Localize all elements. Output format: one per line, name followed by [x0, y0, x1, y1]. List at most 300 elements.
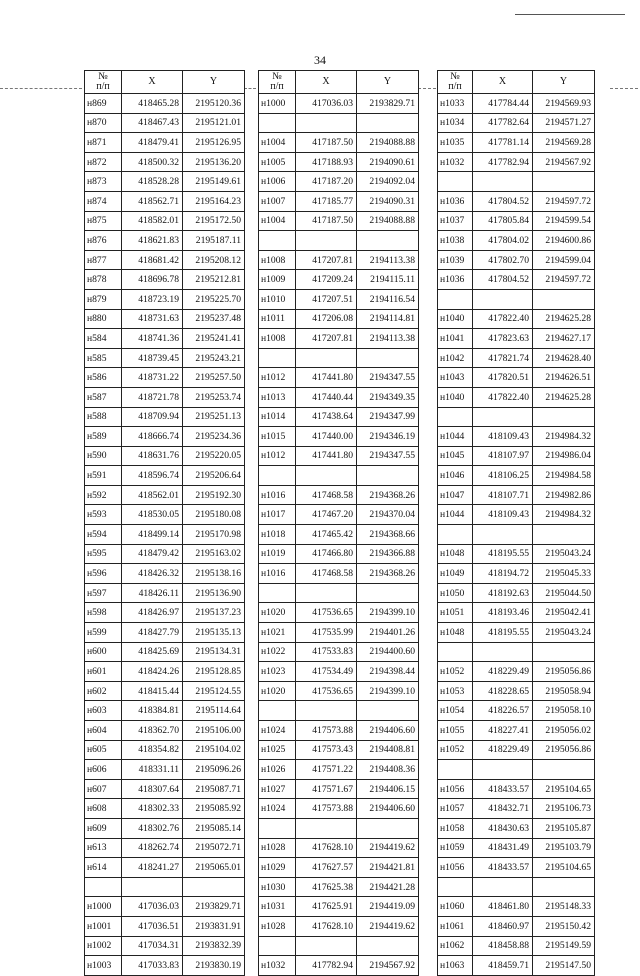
y-coordinate-cell: 2195212.81 [183, 270, 245, 290]
table-header-row [85, 71, 245, 94]
y-coordinate-cell: 2194113.38 [357, 250, 419, 270]
x-coordinate-cell: 417467.20 [296, 505, 357, 525]
divider-dash [610, 88, 638, 89]
x-coordinate-cell: 418426.97 [122, 603, 183, 623]
table-row [259, 818, 419, 838]
table-row [438, 407, 595, 427]
y-coordinate-cell [533, 289, 595, 309]
x-coordinate-cell: 418479.42 [122, 544, 183, 564]
point-number-cell: н1006 [259, 172, 296, 192]
table-row [85, 721, 245, 741]
point-number-cell: н600 [85, 642, 122, 662]
x-coordinate-cell: 418195.55 [473, 623, 533, 643]
table-row [85, 250, 245, 270]
table-row [259, 779, 419, 799]
table-row [85, 94, 245, 114]
table-row [438, 544, 595, 564]
point-number-cell: н1032 [438, 152, 473, 172]
table-row [438, 191, 595, 211]
table-row [85, 407, 245, 427]
x-coordinate-cell: 417187.50 [296, 133, 357, 153]
y-coordinate-cell: 2194400.60 [357, 642, 419, 662]
y-coordinate-cell: 2195096.26 [183, 760, 245, 780]
y-coordinate-cell: 2195114.64 [183, 701, 245, 721]
point-number-cell: н1052 [438, 662, 473, 682]
table-row [259, 172, 419, 192]
y-coordinate-cell: 2195170.98 [183, 525, 245, 545]
x-coordinate-cell: 417784.44 [473, 94, 533, 114]
y-coordinate-cell: 2194346.19 [357, 427, 419, 447]
table-header-row [259, 71, 419, 94]
table-row [85, 936, 245, 956]
x-coordinate-cell: 417207.81 [296, 250, 357, 270]
x-coordinate-cell: 417625.38 [296, 877, 357, 897]
x-coordinate-cell: 417466.80 [296, 544, 357, 564]
table-row [438, 172, 595, 192]
x-coordinate-cell: 418431.49 [473, 838, 533, 858]
table-row [259, 740, 419, 760]
x-coordinate-cell: 417536.65 [296, 681, 357, 701]
x-coordinate-cell: 417802.70 [473, 250, 533, 270]
y-coordinate-cell: 2194599.54 [533, 211, 595, 231]
x-coordinate-cell: 418721.78 [122, 387, 183, 407]
y-coordinate-cell: 2195042.41 [533, 603, 595, 623]
table-row [259, 681, 419, 701]
x-coordinate-cell: 417821.74 [473, 348, 533, 368]
table-row [85, 583, 245, 603]
x-coordinate-cell: 417036.51 [122, 916, 183, 936]
y-coordinate-cell: 2194421.81 [357, 858, 419, 878]
x-coordinate-cell: 417536.65 [296, 603, 357, 623]
x-coordinate-cell: 418432.71 [473, 799, 533, 819]
y-coordinate-cell: 2195164.23 [183, 191, 245, 211]
point-number-cell: н1011 [259, 309, 296, 329]
table-row [85, 799, 245, 819]
y-coordinate-cell: 2194115.11 [357, 270, 419, 290]
point-number-cell: н587 [85, 387, 122, 407]
point-number-cell: н1004 [259, 211, 296, 231]
point-number-cell: н1036 [438, 270, 473, 290]
y-coordinate-cell: 2194368.26 [357, 564, 419, 584]
y-coordinate-cell: 2195124.55 [183, 681, 245, 701]
x-coordinate-cell: 418458.88 [473, 936, 533, 956]
table-row [438, 760, 595, 780]
table-row [438, 897, 595, 917]
point-number-cell: н1060 [438, 897, 473, 917]
y-coordinate-cell: 2195234.36 [183, 427, 245, 447]
y-coordinate-cell: 2194982.86 [533, 485, 595, 505]
x-coordinate-cell: 418427.79 [122, 623, 183, 643]
y-coordinate-cell: 2194984.58 [533, 466, 595, 486]
table-row [259, 877, 419, 897]
y-coordinate-cell: 2195208.12 [183, 250, 245, 270]
y-coordinate-cell [357, 113, 419, 133]
point-number-cell: н1062 [438, 936, 473, 956]
x-coordinate-cell: 418302.33 [122, 799, 183, 819]
table-row [438, 779, 595, 799]
x-coordinate-cell [296, 583, 357, 603]
point-number-cell: н1024 [259, 721, 296, 741]
table-row [259, 701, 419, 721]
point-number-cell: н1048 [438, 623, 473, 643]
y-coordinate-cell: 2195128.85 [183, 662, 245, 682]
x-coordinate-cell: 417465.42 [296, 525, 357, 545]
table-row [438, 623, 595, 643]
point-number-cell: н1007 [259, 191, 296, 211]
table-row [85, 760, 245, 780]
table-row [85, 818, 245, 838]
y-coordinate-cell: 2194088.88 [357, 133, 419, 153]
col-header-x: X [296, 71, 357, 94]
y-coordinate-cell: 2195163.02 [183, 544, 245, 564]
x-coordinate-cell [296, 818, 357, 838]
table-row [85, 505, 245, 525]
table-row [259, 721, 419, 741]
y-coordinate-cell [183, 877, 245, 897]
table-row [259, 270, 419, 290]
y-coordinate-cell: 2194421.28 [357, 877, 419, 897]
y-coordinate-cell: 2194399.10 [357, 681, 419, 701]
x-coordinate-cell: 418582.01 [122, 211, 183, 231]
x-coordinate-cell [296, 936, 357, 956]
x-coordinate-cell: 417628.10 [296, 916, 357, 936]
point-number-cell [438, 289, 473, 309]
point-number-cell [438, 642, 473, 662]
y-coordinate-cell: 2195192.30 [183, 485, 245, 505]
point-number-cell: н1029 [259, 858, 296, 878]
x-coordinate-cell: 417468.58 [296, 485, 357, 505]
point-number-cell: н1044 [438, 427, 473, 447]
table-row [259, 348, 419, 368]
y-coordinate-cell: 2195241.41 [183, 329, 245, 349]
point-number-cell: н1005 [259, 152, 296, 172]
point-number-cell: н590 [85, 446, 122, 466]
table-row [259, 231, 419, 251]
y-coordinate-cell [533, 642, 595, 662]
table-row [85, 270, 245, 290]
point-number-cell [259, 583, 296, 603]
y-coordinate-cell: 2194347.55 [357, 446, 419, 466]
y-coordinate-cell: 2194370.04 [357, 505, 419, 525]
point-number-cell: н1045 [438, 446, 473, 466]
y-coordinate-cell: 2194090.31 [357, 191, 419, 211]
point-number-cell: н1037 [438, 211, 473, 231]
table-row [85, 603, 245, 623]
table-row [85, 387, 245, 407]
table-row [85, 485, 245, 505]
x-coordinate-cell [296, 348, 357, 368]
x-coordinate-cell: 417535.99 [296, 623, 357, 643]
y-coordinate-cell: 2194984.32 [533, 505, 595, 525]
x-coordinate-cell: 418731.22 [122, 368, 183, 388]
col-header-y: Y [357, 71, 419, 94]
x-coordinate-cell: 418562.71 [122, 191, 183, 211]
point-number-cell: н1008 [259, 250, 296, 270]
x-coordinate-cell: 418229.49 [473, 662, 533, 682]
y-coordinate-cell: 2195043.24 [533, 623, 595, 643]
y-coordinate-cell: 2195134.31 [183, 642, 245, 662]
y-coordinate-cell: 2194368.66 [357, 525, 419, 545]
x-coordinate-cell: 418433.57 [473, 779, 533, 799]
x-coordinate-cell: 417185.77 [296, 191, 357, 211]
x-coordinate-cell: 417805.84 [473, 211, 533, 231]
y-coordinate-cell: 2195150.42 [533, 916, 595, 936]
x-coordinate-cell: 418426.32 [122, 564, 183, 584]
point-number-cell: н1042 [438, 348, 473, 368]
point-number-cell: н1024 [259, 799, 296, 819]
y-coordinate-cell: 2194347.55 [357, 368, 419, 388]
y-coordinate-cell: 2194113.38 [357, 329, 419, 349]
point-number-cell: н1049 [438, 564, 473, 584]
point-number-cell: н1056 [438, 779, 473, 799]
point-number-cell: н1028 [259, 916, 296, 936]
x-coordinate-cell: 418467.43 [122, 113, 183, 133]
point-number-cell: н1013 [259, 387, 296, 407]
x-coordinate-cell: 418415.44 [122, 681, 183, 701]
y-coordinate-cell: 2195056.86 [533, 662, 595, 682]
table-row [85, 642, 245, 662]
point-number-cell: н871 [85, 133, 122, 153]
point-number-cell: н599 [85, 623, 122, 643]
table-row [85, 329, 245, 349]
y-coordinate-cell: 2194627.17 [533, 329, 595, 349]
x-coordinate-cell: 417441.80 [296, 368, 357, 388]
point-number-cell: н1043 [438, 368, 473, 388]
point-number-cell: н607 [85, 779, 122, 799]
table-row [85, 231, 245, 251]
x-coordinate-cell [473, 525, 533, 545]
y-coordinate-cell: 2194406.60 [357, 799, 419, 819]
y-coordinate-cell: 2195106.73 [533, 799, 595, 819]
table-row [259, 211, 419, 231]
y-coordinate-cell: 2195187.11 [183, 231, 245, 251]
point-number-cell: н596 [85, 564, 122, 584]
x-coordinate-cell: 417822.40 [473, 387, 533, 407]
table-row [85, 662, 245, 682]
point-number-cell: н1031 [259, 897, 296, 917]
point-number-cell: н1014 [259, 407, 296, 427]
point-number-cell: н874 [85, 191, 122, 211]
x-coordinate-cell [296, 231, 357, 251]
table-row [259, 446, 419, 466]
point-number-cell: н870 [85, 113, 122, 133]
x-coordinate-cell: 417440.44 [296, 387, 357, 407]
table-row [85, 681, 245, 701]
point-number-cell [259, 113, 296, 133]
y-coordinate-cell: 2194419.09 [357, 897, 419, 917]
table-row [85, 525, 245, 545]
table-row [438, 309, 595, 329]
table-row [438, 329, 595, 349]
point-number-cell: н1035 [438, 133, 473, 153]
point-number-cell [438, 760, 473, 780]
table-row [438, 348, 595, 368]
point-number-cell: н1059 [438, 838, 473, 858]
point-number-cell [259, 818, 296, 838]
x-coordinate-cell: 418384.81 [122, 701, 183, 721]
point-number-cell: н1003 [85, 956, 122, 976]
point-number-cell: н1052 [438, 740, 473, 760]
point-number-cell: н1051 [438, 603, 473, 623]
y-coordinate-cell [533, 760, 595, 780]
table-row [85, 309, 245, 329]
point-number-cell: н1012 [259, 446, 296, 466]
y-coordinate-cell: 2195180.08 [183, 505, 245, 525]
table-row [259, 427, 419, 447]
y-coordinate-cell [357, 348, 419, 368]
table-row [259, 583, 419, 603]
y-coordinate-cell: 2195120.36 [183, 94, 245, 114]
y-coordinate-cell: 2195058.10 [533, 701, 595, 721]
y-coordinate-cell: 2195148.33 [533, 897, 595, 917]
x-coordinate-cell: 418666.74 [122, 427, 183, 447]
point-number-cell: н601 [85, 662, 122, 682]
point-number-cell: н614 [85, 858, 122, 878]
point-number-cell: н877 [85, 250, 122, 270]
x-coordinate-cell: 417036.03 [296, 94, 357, 114]
y-coordinate-cell: 2195257.50 [183, 368, 245, 388]
x-coordinate-cell: 418460.97 [473, 916, 533, 936]
y-coordinate-cell: 2195136.20 [183, 152, 245, 172]
point-number-cell: н1015 [259, 427, 296, 447]
table-row [85, 466, 245, 486]
y-coordinate-cell: 2194569.93 [533, 94, 595, 114]
y-coordinate-cell [357, 583, 419, 603]
x-coordinate-cell: 418262.74 [122, 838, 183, 858]
x-coordinate-cell [473, 172, 533, 192]
x-coordinate-cell: 418739.45 [122, 348, 183, 368]
x-coordinate-cell: 417782.64 [473, 113, 533, 133]
point-number-cell: н1048 [438, 544, 473, 564]
table-row [438, 916, 595, 936]
table-row [85, 564, 245, 584]
point-number-cell: н1058 [438, 818, 473, 838]
y-coordinate-cell: 2194406.15 [357, 779, 419, 799]
y-coordinate-cell: 2194567.92 [533, 152, 595, 172]
point-number-cell: н872 [85, 152, 122, 172]
y-coordinate-cell: 2195149.59 [533, 936, 595, 956]
point-number-cell: н1054 [438, 701, 473, 721]
point-number-cell: н1040 [438, 309, 473, 329]
y-coordinate-cell: 2193829.71 [183, 897, 245, 917]
table-row [259, 936, 419, 956]
y-coordinate-cell: 2194114.81 [357, 309, 419, 329]
x-coordinate-cell: 417627.57 [296, 858, 357, 878]
y-coordinate-cell: 2195206.64 [183, 466, 245, 486]
point-number-cell: н604 [85, 721, 122, 741]
x-coordinate-cell: 417782.94 [473, 152, 533, 172]
y-coordinate-cell: 2194368.26 [357, 485, 419, 505]
table-row [85, 133, 245, 153]
table-row [438, 505, 595, 525]
x-coordinate-cell [473, 289, 533, 309]
y-coordinate-cell: 2194406.60 [357, 721, 419, 741]
table-row [259, 916, 419, 936]
point-number-cell: н1016 [259, 485, 296, 505]
x-coordinate-cell [473, 642, 533, 662]
table-row [85, 779, 245, 799]
point-number-cell: н879 [85, 289, 122, 309]
y-coordinate-cell: 2195147.50 [533, 956, 595, 976]
table-row [259, 858, 419, 878]
point-number-cell: н1009 [259, 270, 296, 290]
table-row [438, 211, 595, 231]
point-number-cell: н878 [85, 270, 122, 290]
point-number-cell: н1047 [438, 485, 473, 505]
x-coordinate-cell: 418241.27 [122, 858, 183, 878]
table-row [438, 740, 595, 760]
table-row [259, 525, 419, 545]
y-coordinate-cell: 2194597.72 [533, 191, 595, 211]
x-coordinate-cell: 418302.76 [122, 818, 183, 838]
table-row [85, 740, 245, 760]
point-number-cell: н1012 [259, 368, 296, 388]
point-number-cell: н1001 [85, 916, 122, 936]
point-number-cell: н1000 [85, 897, 122, 917]
x-coordinate-cell: 417571.22 [296, 760, 357, 780]
table-row [85, 113, 245, 133]
x-coordinate-cell: 418424.26 [122, 662, 183, 682]
point-number-cell: н875 [85, 211, 122, 231]
y-coordinate-cell: 2194571.27 [533, 113, 595, 133]
point-number-cell: н1002 [85, 936, 122, 956]
table-row [85, 348, 245, 368]
point-number-cell: н588 [85, 407, 122, 427]
point-number-cell: н873 [85, 172, 122, 192]
point-number-cell: н609 [85, 818, 122, 838]
x-coordinate-cell: 418107.71 [473, 485, 533, 505]
y-coordinate-cell: 2194569.28 [533, 133, 595, 153]
y-coordinate-cell: 2194092.04 [357, 172, 419, 192]
y-coordinate-cell: 2194399.10 [357, 603, 419, 623]
y-coordinate-cell: 2194398.44 [357, 662, 419, 682]
point-number-cell [259, 231, 296, 251]
x-coordinate-cell: 418465.28 [122, 94, 183, 114]
point-number-cell: н876 [85, 231, 122, 251]
x-coordinate-cell: 417573.88 [296, 799, 357, 819]
x-coordinate-cell [122, 877, 183, 897]
y-coordinate-cell: 2194625.28 [533, 387, 595, 407]
x-coordinate-cell: 417534.49 [296, 662, 357, 682]
point-number-cell: н1027 [259, 779, 296, 799]
y-coordinate-cell: 2194419.62 [357, 916, 419, 936]
y-coordinate-cell: 2195056.86 [533, 740, 595, 760]
col-header-y: Y [183, 71, 245, 94]
y-coordinate-cell: 2193830.19 [183, 956, 245, 976]
x-coordinate-cell: 417804.52 [473, 270, 533, 290]
point-number-cell: н1022 [259, 642, 296, 662]
x-coordinate-cell: 418461.80 [473, 897, 533, 917]
x-coordinate-cell: 418307.64 [122, 779, 183, 799]
x-coordinate-cell: 417033.83 [122, 956, 183, 976]
y-coordinate-cell: 2194984.32 [533, 427, 595, 447]
y-coordinate-cell: 2195106.00 [183, 721, 245, 741]
y-coordinate-cell: 2195136.90 [183, 583, 245, 603]
x-coordinate-cell: 418731.63 [122, 309, 183, 329]
x-coordinate-cell: 417036.03 [122, 897, 183, 917]
point-number-cell: н1032 [259, 956, 296, 976]
y-coordinate-cell: 2194567.92 [357, 956, 419, 976]
point-number-cell: н1041 [438, 329, 473, 349]
x-coordinate-cell: 417782.94 [296, 956, 357, 976]
y-coordinate-cell: 2194628.40 [533, 348, 595, 368]
point-number-cell: н1028 [259, 838, 296, 858]
y-coordinate-cell [533, 877, 595, 897]
y-coordinate-cell: 2195172.50 [183, 211, 245, 231]
table-row [438, 799, 595, 819]
x-coordinate-cell: 418193.46 [473, 603, 533, 623]
point-number-cell: н1050 [438, 583, 473, 603]
